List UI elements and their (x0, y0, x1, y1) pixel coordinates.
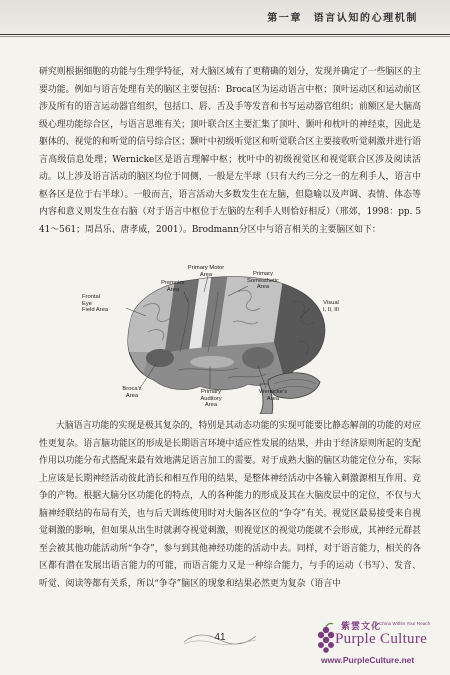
watermark-url: www.PurpleCulture.net (321, 655, 415, 665)
label-brocas: Broca's Area (122, 386, 142, 399)
page-number: 41 (214, 632, 226, 643)
header-rule-thin (0, 36, 450, 37)
brain-diagram-figure (82, 262, 358, 414)
watermark-brand-cn: 紫雲文化 (341, 622, 382, 632)
page-number-block (180, 628, 260, 650)
header-rule (0, 34, 450, 35)
body-paragraph-1: 研究则根据细胞的功能与生理学特征，对大脑区域有了更精确的划分，发现并确定了一些脑区的主要功能。例如与语言处理有关的脑区主要包括：Broca区为运动语言中枢；顶叶运动区和运动前区涉及所有的语言运动器官组织，包括口、唇、舌及手等发音和书写运动器官组织；前额区是大脑高级心理功能综合区，与语言思维有关；顶叶联合区主要汇集了顶叶、颞叶和枕叶的神经束，因此是躯体的、视觉的和听觉的信号综合区；颞叶中初级听觉区和听觉联合区主要接收听觉刺激并进行语言高级信息处理；Wernicke区是语言理解中枢；枕叶中的初级视觉区和视觉联合区涉及阅读活动。以上涉及语言活动的脑区均位于同侧，一般是左半球（只有大约三分之一的左利手人，语言中枢各区是位于右半球）。一般而言，语言活动大多数发生在左脑，但隐喻以及声调、表情、体态等内容和意义则发生在右脑（对于语言中枢位于左脑的左利手人则恰好相反）（邢郊，1998：pp. 541～561；周昌乐、唐孝威，2001）。Brodmann分区中与语言相关的主要脑区如下： (39, 67, 421, 235)
label-primary-somesthetic: Primary Somesthetic Area (247, 271, 279, 291)
body-paragraph-2: 大脑语言功能的实现是极其复杂的，特别是其动态功能的实现可能要比静态解剖的功能的对应性更复杂。语言脑功能区的形成是长期语言环境中适应性发展的结果，并由于经济原则所起的支配作用以功能分布式搭配来最有效地满足语言加工的需要。对于成熟大脑的脑区功能定位分布，实际上应该是长期神经活动彼此消长和相互作用的结果，是整体神经活动中各输入刺激源相互作用、竞争的产物。根据大脑分区功能化的特点，人的各种能力的形成及其在大脑皮层中的定位，不仅与大脑神经联结的布局有关，也与后天训练使用时对大脑各区位的“争夺”有关。视觉区最易接受来自视觉刺激的影响，但如果从出生时就剥夺视觉刺激，则视觉区的视觉功能就不会形成，其神经元群甚至会被其他功能活动所“争夺”，参与到其他神经功能的活动中去。同样，对于语言能力，相关的各区都有潜在发展出语言能力的可能，而语言能力又是一种综合能力，与手的运动（书写）、发音、听觉、阅读等都有关系，所以“争夺”脑区的现象和结果必然更为复杂（语言中 (39, 421, 421, 589)
label-primary-motor: Primary Motor Area (187, 265, 225, 278)
label-premotor: Premotor Area (161, 280, 185, 293)
watermark-brand-en: Purple Culture (335, 631, 428, 647)
watermark-tagline: A China Within Your Reach (375, 621, 431, 626)
label-primary-auditory: Primary Auditory Area (200, 389, 222, 409)
running-header: 第一章 语言认知的心理机制 (267, 13, 418, 24)
label-visual: Visual I, II, III (322, 300, 340, 313)
label-frontal-eye-field: Frontal Eye Field Area (82, 294, 109, 314)
label-wernickes: Wernicke's Area (258, 389, 288, 402)
watermark-logo (313, 620, 448, 672)
